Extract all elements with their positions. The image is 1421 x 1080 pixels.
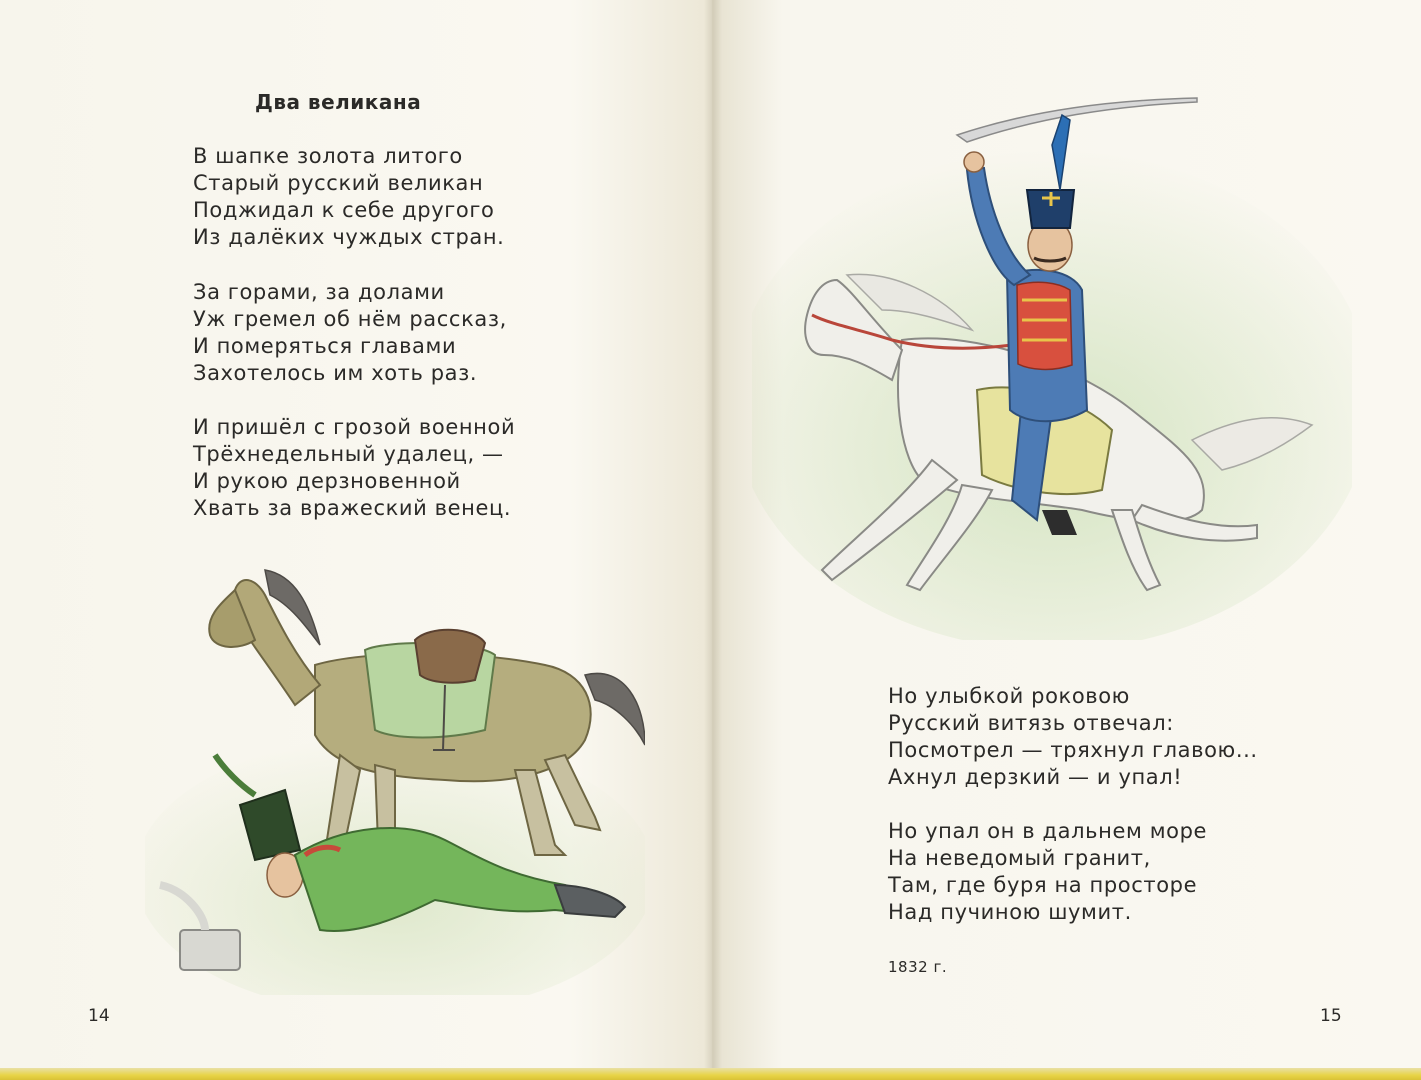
stanza-4 — [888, 683, 1258, 791]
poem-year: 1832 г. — [888, 958, 948, 976]
verse-line: Над пучиною шумит. — [888, 900, 1132, 924]
verse-line: Но упал он в дальнем море — [888, 819, 1208, 843]
verse-line: На неведомый гранит, — [888, 846, 1151, 870]
verse-line: В шапке золота литого — [193, 144, 463, 168]
page-number-left: 14 — [88, 1006, 110, 1026]
verse-line: Уж гремел об нём рассказ, — [193, 307, 507, 331]
right-page — [712, 0, 1421, 1072]
verse-line: Захотелось им хоть раз. — [193, 361, 478, 385]
verse-line: Хвать за вражеский венец. — [193, 496, 512, 520]
stanza-3 — [193, 414, 515, 522]
stanza-1 — [193, 143, 504, 251]
left-page — [0, 0, 712, 1072]
verse-line: Ахнул дерзкий — и упал! — [888, 765, 1183, 789]
verse-line: И пришёл с грозой военной — [193, 415, 516, 439]
verse-line: Посмотрел — тряхнул главою... — [888, 738, 1258, 762]
verse-line: Трёхнедельный удалец, — — [193, 442, 504, 466]
verse-line: Там, где буря на просторе — [888, 873, 1198, 897]
verse-line: И рукою дерзновенной — [193, 469, 461, 493]
fallen-soldier-illustration — [145, 555, 645, 995]
poem-title: Два великана — [255, 90, 422, 114]
book-gutter — [704, 0, 722, 1080]
verse-line: И померяться главами — [193, 334, 457, 358]
verse-line: Из далёких чуждых стран. — [193, 225, 505, 249]
book-cover-edge — [0, 1068, 1421, 1080]
stanza-2 — [193, 279, 507, 387]
hussar-illustration — [752, 80, 1352, 640]
verse-line: За горами, за долами — [193, 280, 445, 304]
verse-line: Старый русский великан — [193, 171, 484, 195]
verse-line: Русский витязь отвечал: — [888, 711, 1174, 735]
page-number-right: 15 — [1320, 1006, 1342, 1026]
stanza-5 — [888, 818, 1207, 926]
sabre — [957, 98, 1197, 142]
verse-line: Но улыбкой роковою — [888, 684, 1130, 708]
verse-line: Поджидал к себе другого — [193, 198, 495, 222]
